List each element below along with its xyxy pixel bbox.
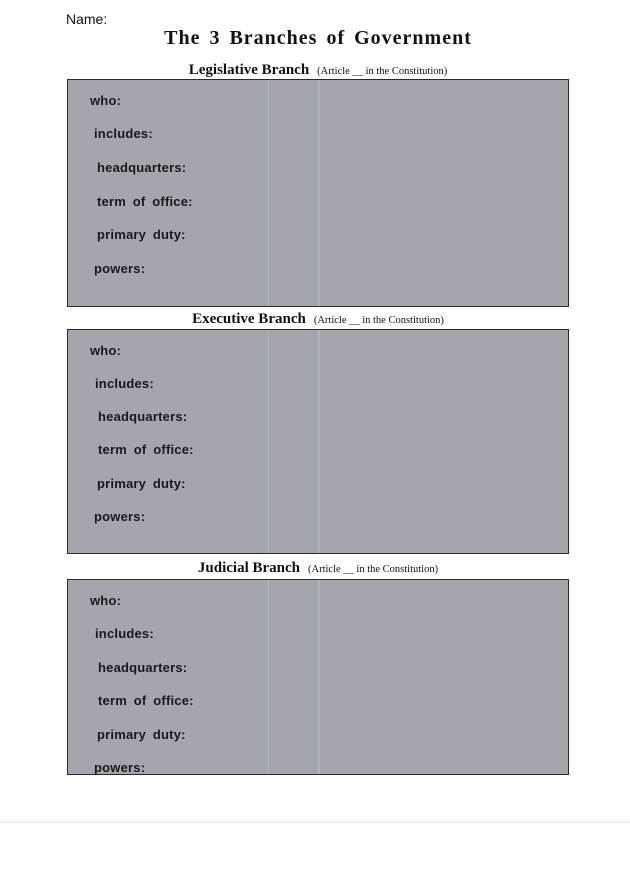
- section-heading-judicial: [0, 559, 630, 577]
- article-note: (Article __ in the Constitution): [313, 315, 444, 326]
- field-headquarters: headquarters:: [97, 160, 187, 175]
- field-includes: includes:: [95, 626, 154, 641]
- field-headquarters: headquarters:: [98, 409, 188, 424]
- scan-artifact-line: [0, 822, 630, 823]
- executive-branch-box: [67, 329, 569, 554]
- branch-name: Judicial Branch: [197, 560, 301, 576]
- field-term-of-office: term of office:: [97, 194, 193, 209]
- judicial-branch-box: [67, 579, 569, 775]
- field-term-of-office: term of office:: [98, 442, 194, 457]
- field-powers: powers:: [94, 760, 146, 775]
- legislative-branch-box: [67, 79, 569, 307]
- article-note: (Article __ in the Constitution): [317, 66, 448, 77]
- field-powers: powers:: [94, 261, 146, 276]
- branch-name: Executive Branch: [192, 311, 306, 327]
- field-headquarters: headquarters:: [98, 660, 188, 675]
- field-powers: powers:: [94, 509, 146, 524]
- field-who: who:: [90, 343, 122, 358]
- field-primary-duty: primary duty:: [97, 476, 186, 491]
- page-title: The 3 Branches of Government: [164, 27, 472, 49]
- article-note: (Article __ in the Constitution): [308, 564, 439, 575]
- branch-name: Legislative Branch: [188, 62, 310, 78]
- field-includes: includes:: [94, 126, 153, 141]
- field-primary-duty: primary duty:: [97, 227, 186, 242]
- field-who: who:: [90, 593, 122, 608]
- section-heading-legislative: [0, 61, 630, 79]
- field-primary-duty: primary duty:: [97, 727, 186, 742]
- field-term-of-office: term of office:: [98, 693, 194, 708]
- field-includes: includes:: [95, 376, 154, 391]
- section-heading-executive: [0, 310, 630, 328]
- name-label: Name:: [66, 11, 108, 27]
- field-who: who:: [90, 93, 122, 108]
